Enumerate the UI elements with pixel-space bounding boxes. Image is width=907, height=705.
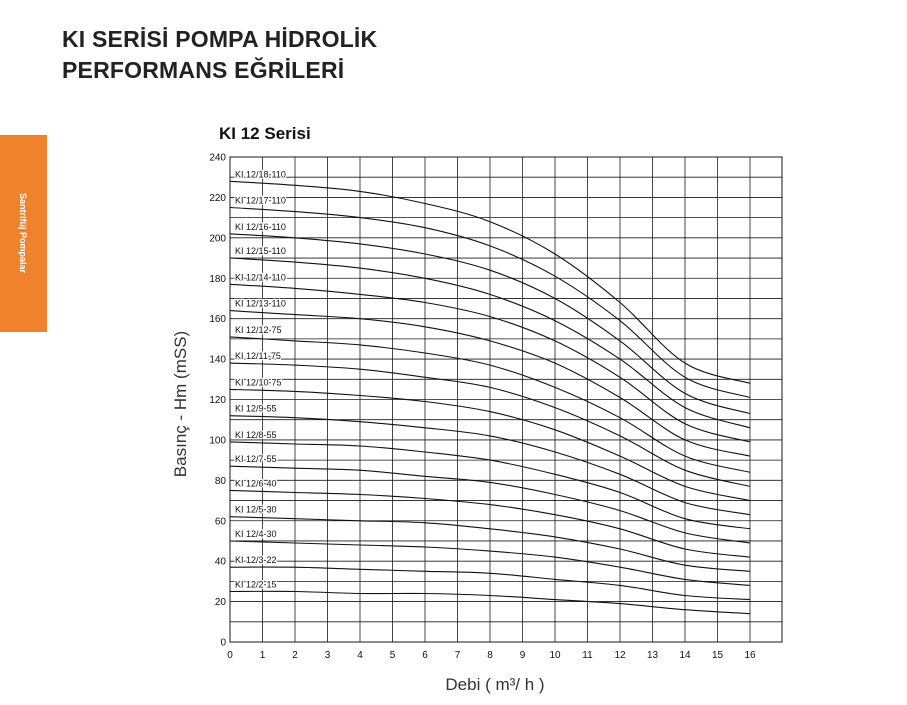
x-tick-label: 2: [292, 650, 298, 661]
x-tick-label: 11: [582, 650, 593, 661]
curve-label: KI 12/4-30: [235, 528, 277, 539]
y-tick-label: 120: [209, 395, 226, 406]
curve-label: KI 12/10-75: [235, 377, 282, 388]
y-tick-label: 160: [209, 314, 226, 326]
y-tick-label: 140: [209, 354, 226, 366]
curve-label: KI 12/13-110: [235, 298, 286, 309]
y-tick-label: 100: [209, 435, 226, 447]
y-tick-label: 80: [214, 475, 226, 487]
x-tick-label: 1: [259, 650, 266, 661]
y-tick-label: 40: [214, 556, 226, 568]
curve-label: KI 12/9-55: [235, 403, 277, 414]
y-tick-label: 0: [220, 637, 226, 649]
y-tick-label: 200: [209, 233, 226, 245]
y-tick-label: 20: [214, 597, 226, 609]
curve-label: KI 12/5-30: [235, 504, 277, 515]
x-tick-label: 3: [324, 650, 331, 661]
curve-label: KI 12/2-15: [235, 579, 277, 590]
x-tick-label: 9: [519, 650, 526, 661]
x-tick-label: 0: [227, 650, 233, 661]
curve-label: KI 12/15-110: [235, 246, 286, 257]
x-tick-label: 7: [454, 650, 461, 661]
y-tick-label: 220: [209, 192, 226, 204]
curve-label: KI 12/18-110: [235, 169, 286, 180]
y-axis-title: Basınç - Hm (mSS): [171, 330, 190, 478]
x-axis-title: Debi ( m³/ h ): [445, 675, 545, 694]
x-tick-label: 16: [744, 650, 756, 661]
y-tick-label: 60: [214, 516, 226, 528]
x-tick-label: 15: [711, 650, 724, 661]
side-section-tab-label: Santrifüj Pompalar: [18, 192, 28, 274]
curve-label: KI 12/17-110: [235, 195, 286, 206]
x-tick-label: 6: [422, 650, 428, 661]
page-title-line-2: PERFORMANS EĞRİLERİ: [62, 57, 345, 83]
curve-label: KI 12/3-22: [235, 555, 277, 566]
x-tick-label: 14: [679, 650, 691, 661]
chart-title: KI 12 Serisi: [219, 124, 311, 143]
x-tick-label: 5: [389, 650, 396, 661]
x-tick-label: 13: [646, 650, 659, 661]
x-tick-label: 8: [487, 650, 493, 661]
x-tick-label: 4: [357, 650, 363, 661]
page-title-line-1: KI SERİSİ POMPA HİDROLİK: [62, 26, 378, 52]
curve-label: KI 12/14-110: [235, 272, 286, 283]
curve-label: KI 12/7-55: [235, 454, 277, 465]
curve-label: KI 12/12-75: [235, 324, 282, 335]
curve-label: KI 12/8-55: [235, 429, 277, 440]
x-tick-label: 10: [549, 650, 561, 661]
y-tick-label: 240: [209, 152, 226, 164]
curve-label: KI 12/6-40: [235, 478, 277, 489]
y-tick-label: 180: [209, 273, 226, 285]
curve-label: KI 12/16-110: [235, 221, 286, 232]
x-tick-label: 12: [614, 650, 626, 661]
curve-label: KI 12/11-75: [235, 351, 281, 362]
